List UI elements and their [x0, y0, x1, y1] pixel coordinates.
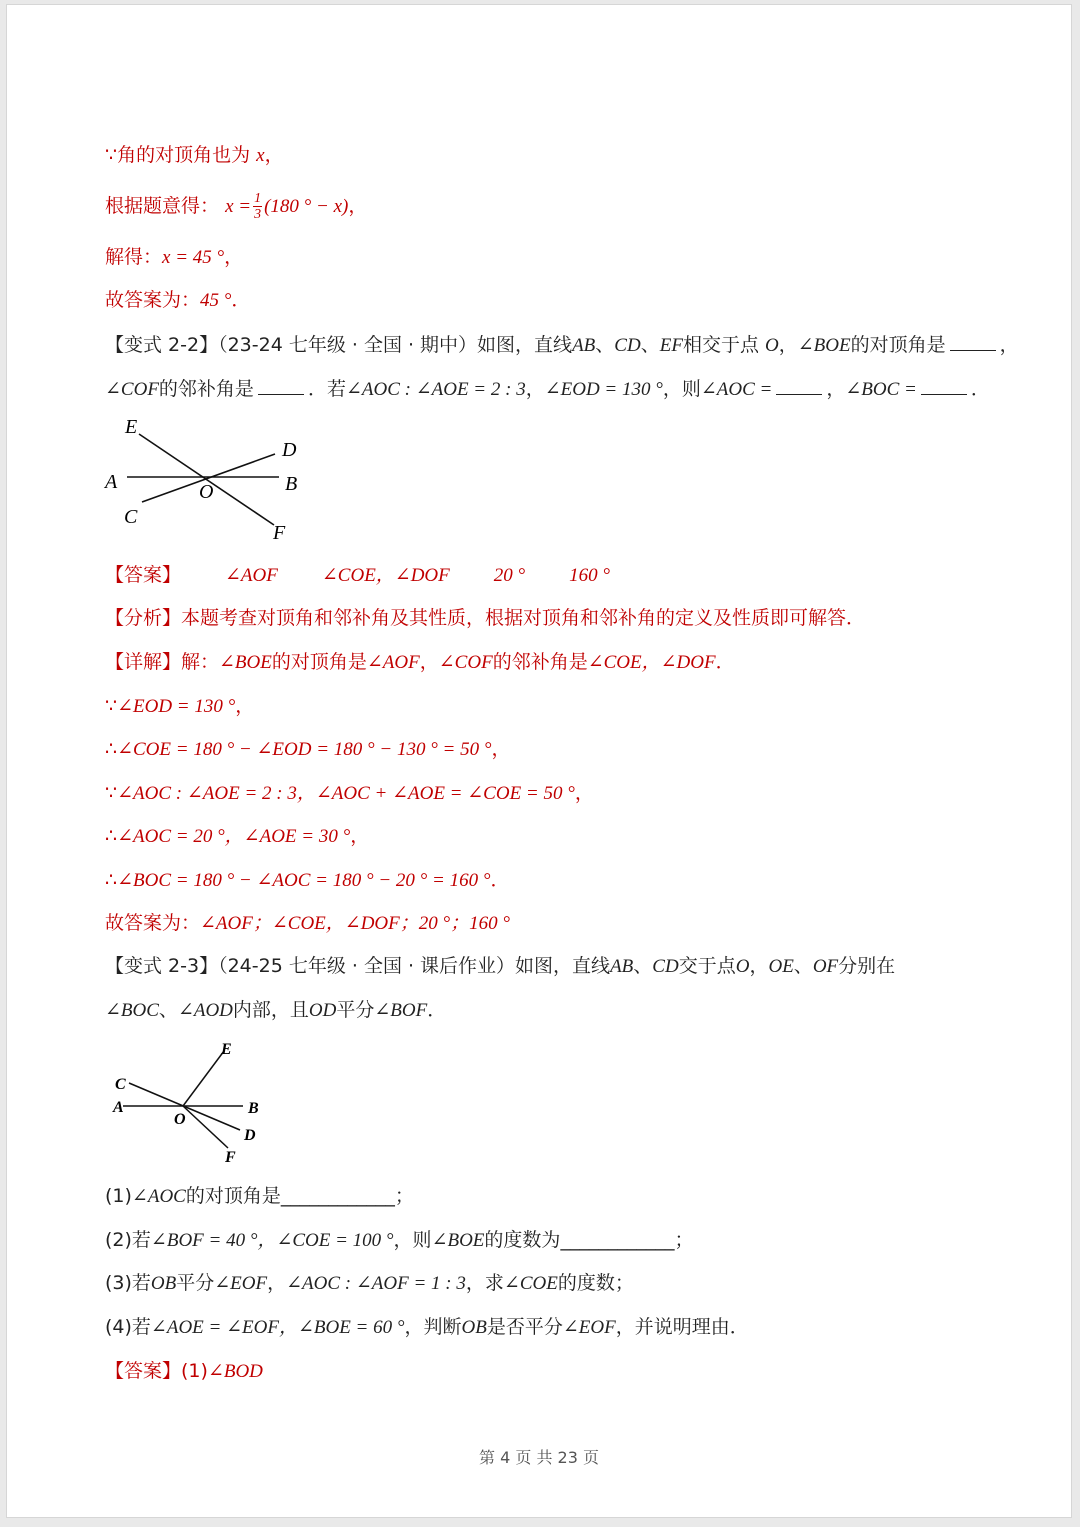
part-3: (3)若OB平分∠EOF，∠AOC : ∠AOF = 1 : 3，求∠COE的度数； — [105, 1272, 634, 1294]
final-answer-2-2: 故答案为：∠AOF；∠COE，∠DOF；20 °；160 ° — [105, 912, 510, 934]
label-C: C — [115, 1076, 126, 1093]
part-2: (2)若∠BOF = 40 °，∠COE = 100 °，则∠BOE的度数为____________； — [105, 1229, 694, 1251]
answer-blank — [921, 376, 967, 395]
answer-blank: ____________ — [560, 1229, 675, 1251]
ray-OF — [183, 1106, 228, 1148]
figure-2-3-lines — [103, 1035, 283, 1165]
step-5: ∴∠BOC = 180 ° − ∠AOC = 180 ° − 20 ° = 160 °． — [105, 869, 510, 891]
answer-2-2: 【答案】 ∠AOF ∠COE，∠DOF 20 ° 160 ° — [105, 564, 610, 586]
ray-OE — [183, 1051, 224, 1106]
answer-blank: ____________ — [280, 1185, 395, 1207]
label-D: D — [244, 1127, 256, 1144]
question-2-3-stem: 【变式 2-3】（24-25 七年级 · 全国 · 课后作业）如图，直线AB、CD交于点O，OE、OF分别在 — [105, 955, 896, 977]
solution-line-3: 解得：x = 45 °， — [105, 246, 244, 268]
fraction-one-third: $\frac{1}{3}$ — [254, 191, 262, 222]
label-O: O — [199, 481, 214, 503]
detail-2-2: 【详解】解：∠BOE的对顶角是∠AOF，∠COF的邻补角是∠COE，∠DOF． — [105, 651, 735, 673]
label-F: F — [225, 1149, 236, 1165]
answer-blank — [776, 376, 822, 395]
part-4: (4)若∠AOE = ∠EOF，∠BOE = 60 °，判断OB是否平分∠EOF，并说明理由． — [105, 1316, 749, 1338]
figure-2-2-lines — [95, 407, 325, 547]
label-B: B — [285, 473, 298, 495]
step-3: ∵∠AOC : ∠AOE = 2 : 3，∠AOC + ∠AOE = ∠COE = 50 °， — [105, 782, 594, 804]
label-E: E — [125, 416, 138, 438]
solution-line-1: ∵角的对顶角也为 x， — [105, 144, 284, 166]
answer-blank — [258, 376, 304, 395]
because-symbol: ∵ — [105, 144, 118, 166]
label-D: D — [282, 439, 297, 461]
question-2-2-stem: 【变式 2-2】（23-24 七年级 · 全国 · 期中）如图，直线AB、CD、EF相交于点 O，∠BOE的对顶角是 ， — [105, 334, 1019, 356]
solution-line-4: 故答案为：45 °． — [105, 289, 251, 311]
answer-2-3: 【答案】(1)∠BOD — [105, 1360, 263, 1382]
document-page — [6, 4, 1072, 1518]
label-O: O — [174, 1111, 186, 1128]
step-2: ∴∠COE = 180 ° − ∠EOD = 180 ° − 130 ° = 50 °， — [105, 738, 511, 760]
analysis-2-2: 【分析】本题考查对顶角和邻补角及其性质，根据对顶角和邻补角的定义及性质即可解答． — [105, 607, 866, 629]
step-4: ∴∠AOC = 20 °，∠AOE = 30 °， — [105, 825, 370, 847]
label-E: E — [221, 1041, 232, 1058]
solution-line-2: 根据题意得： x = $\frac{1}{3}$ (180 ° − x)， — [105, 191, 368, 222]
answer-blank — [950, 332, 996, 351]
label-A: A — [105, 471, 118, 493]
step-1: ∵∠EOD = 130 °， — [105, 695, 255, 717]
question-2-3-stem-cont: ∠BOC、∠AOD内部，且OD平分∠BOF． — [105, 999, 447, 1021]
label-B: B — [248, 1100, 259, 1117]
label-A: A — [113, 1099, 124, 1116]
label-F: F — [273, 522, 286, 544]
page-footer: 第 4 页 共 23 页 — [479, 1448, 599, 1467]
part-1: (1)∠AOC的对顶角是____________； — [105, 1185, 414, 1207]
label-C: C — [124, 506, 138, 528]
question-2-2-stem-cont: ∠COF的邻补角是 ．若∠AOC : ∠AOE = 2 : 3，∠EOD = 130 °，则∠AOC = ，∠BOC = ． — [105, 378, 990, 400]
